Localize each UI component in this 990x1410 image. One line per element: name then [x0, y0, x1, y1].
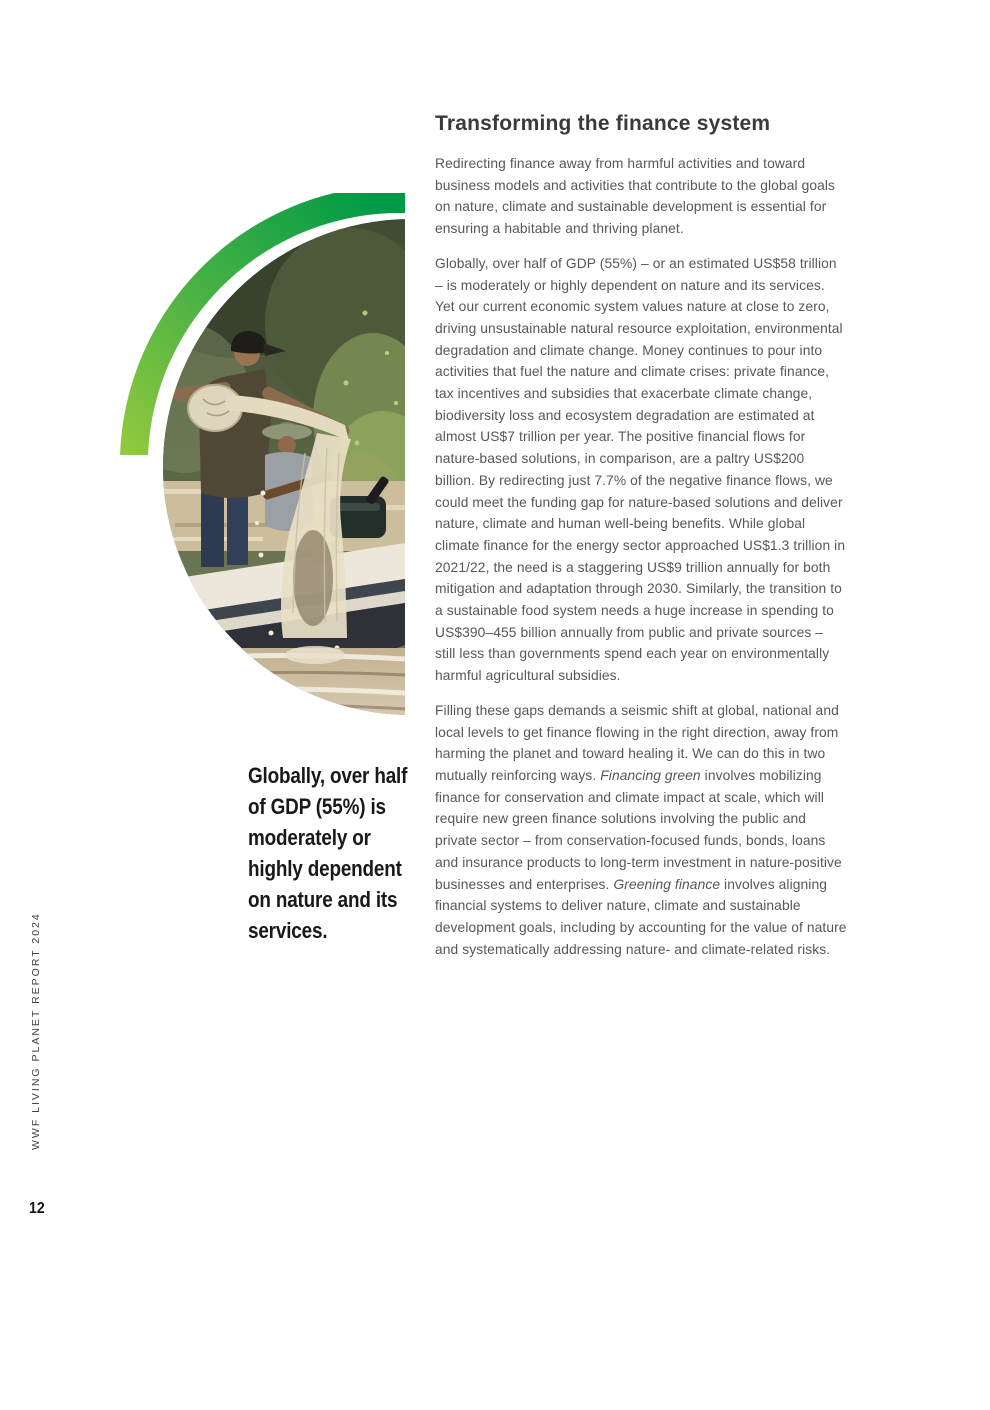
- fishing-photo-illustration: [115, 193, 405, 733]
- pull-quote: Globally, over half of GDP (55%) is moderately or highly dependent on nature and its services.: [248, 763, 408, 943]
- article-title: Transforming the finance system: [435, 112, 771, 135]
- article-paragraph-3: [435, 700, 847, 960]
- paragraph-3-text: involves aligning financial systems to deliver nature, climate and sustainable development goals, including by accounting for the value of nature and systematically addressing nature- and climate-related risks.: [435, 876, 847, 957]
- photo-circle: [120, 208, 405, 733]
- paragraph-3-text: Filling these gaps demands a seismic shift at global, national and local levels to get finance flowing in the right direction, away from harming the planet and toward healing it. We can do this in two mutually reinforcing ways.: [435, 702, 839, 783]
- page-number: 12: [29, 1200, 45, 1217]
- report-title-vertical: WWF LIVING PLANET REPORT 2024: [30, 912, 42, 1150]
- hero-image: [115, 193, 405, 733]
- financing-green-term: Financing green: [600, 767, 701, 783]
- greening-finance-term: Greening finance: [613, 876, 721, 892]
- paragraph-3-text: involves mobilizing finance for conservation and climate impact at scale, which will require new green finance solutions involving the public and private sector – from conservation-focused funds, bonds, loans and insurance products to long-term investment in nature-positive businesses and enterprises.: [435, 767, 842, 892]
- article-column: [435, 112, 847, 973]
- article-paragraph-2: Globally, over half of GDP (55%) – or an estimated US$58 trillion – is moderately or highly dependent on nature and its services. Yet our current economic system values nature at close to zero, driving unsustainable natural resource exploitation, environmental degradation and climate change. Money continues to pour into activities that fuel the nature and climate crises: private finance, tax incentives and subsidies that exacerbate climate change, biodiversity loss and ecosystem degradation are estimated at almost US$7 trillion per year. The positive financial flows for nature-based solutions, in comparison, are a paltry US$200 billion. By redirecting just 7.7% of the negative finance flows, we could meet the funding gap for nature-based solutions and deliver nature, climate and human well-being benefits. While global climate finance for the energy sector approached US$1.3 trillion in 2021/22, the need is a staggering US$9 trillion annually for both mitigation and adaptation through 2030. Similarly, the transition to a sustainable food system needs a huge increase in spending to US$390–455 billion annually from public and private sources – still less than governments spend each year on environmentally harmful agricultural subsidies.: [435, 255, 846, 684]
- article-paragraph-1: Redirecting finance away from harmful activities and toward business models and activities that contribute to the global goals on nature, climate and sustainable development is essential for ensuring a habitable and thriving planet.: [435, 156, 836, 237]
